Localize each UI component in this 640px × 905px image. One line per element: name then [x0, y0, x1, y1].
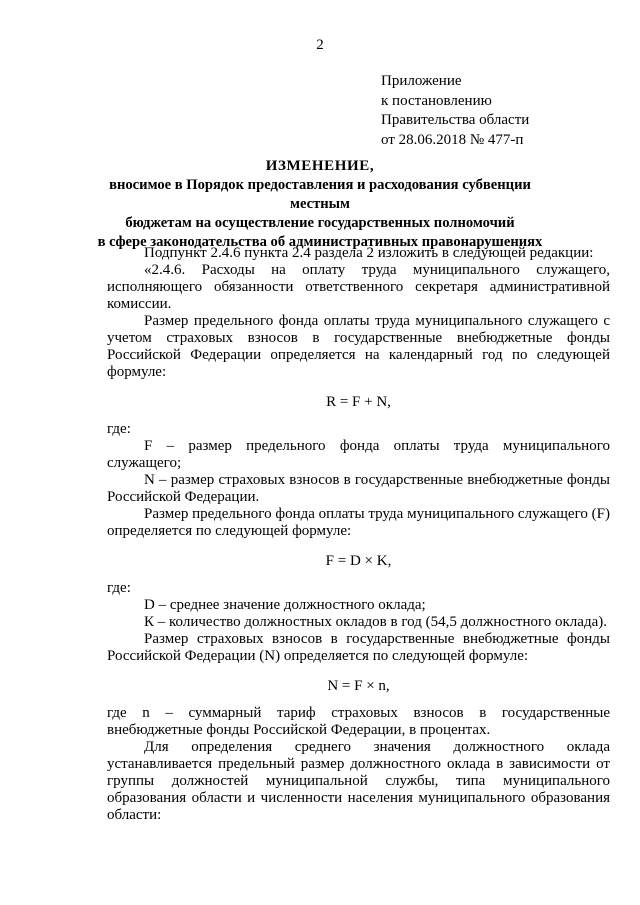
paragraph-10: где n – суммарный тариф страховых взносов в государственные внебюджетные фонды Российской Федерации, в процентах.	[107, 705, 610, 738]
where-label-1: где:	[107, 421, 131, 437]
title-main: ИЗМЕНЕНИЕ,	[265, 158, 375, 174]
paragraph-3: Размер предельного фонда оплаты труда муниципального служащего с учетом страховых взносов в государственные внебюджетные фонды Российской Федерации определяется на календарный год по следующей формуле:	[107, 313, 610, 380]
formula-n: N = F × n,	[327, 678, 390, 694]
document-body	[107, 245, 610, 824]
paragraph-7: D – среднее значение должностного оклада;	[144, 597, 426, 613]
where-label-2: где:	[107, 580, 131, 596]
appendix-line-4: от 28.06.2018 № 477-п	[381, 131, 524, 148]
paragraph-2: «2.4.6. Расходы на оплату труда муниципального служащего, исполняющего обязанности ответственного секретаря административной комиссии.	[107, 262, 610, 312]
appendix-header	[381, 72, 529, 150]
appendix-line-2: к постановлению	[381, 92, 492, 109]
appendix-line-3: Правительства области	[381, 112, 530, 128]
paragraph-6: Размер предельного фонда оплаты труда муниципального служащего (F) определяется по следующей формуле:	[107, 506, 610, 539]
paragraph-4: F – размер предельного фонда оплаты труда муниципального служащего;	[107, 438, 610, 471]
title-line-3: бюджетам на осуществление государственных полномочий	[125, 215, 515, 231]
appendix-line-1: Приложение	[381, 73, 462, 89]
paragraph-8: К – количество должностных окладов в год (54,5 должностного оклада).	[144, 614, 607, 630]
title-line-4: в сфере законодательства об административных правонарушениях	[97, 234, 543, 250]
paragraph-5: N – размер страховых взносов в государственные внебюджетные фонды Российской Федерации.	[107, 472, 610, 505]
document-title	[90, 157, 550, 252]
title-line-2: вносимое в Порядок предоставления и расходования субвенции местным	[109, 177, 531, 212]
formula-r: R = F + N,	[326, 394, 391, 410]
paragraph-9: Размер страховых взносов в государственные внебюджетные фонды Российской Федерации (N) определяется по следующей формуле:	[107, 631, 610, 664]
paragraph-11: Для определения среднего значения должностного оклада устанавливается предельный размер должностного оклада в зависимости от группы должностей муниципальной службы, типа муниципального образования области и численности населения муниципального образования области:	[107, 739, 610, 823]
page-number: 2	[316, 37, 324, 53]
paragraph-1: Подпункт 2.4.6 пункта 2.4 раздела 2 изложить в следующей редакции:	[144, 245, 594, 261]
formula-f: F = D × K,	[325, 553, 392, 569]
